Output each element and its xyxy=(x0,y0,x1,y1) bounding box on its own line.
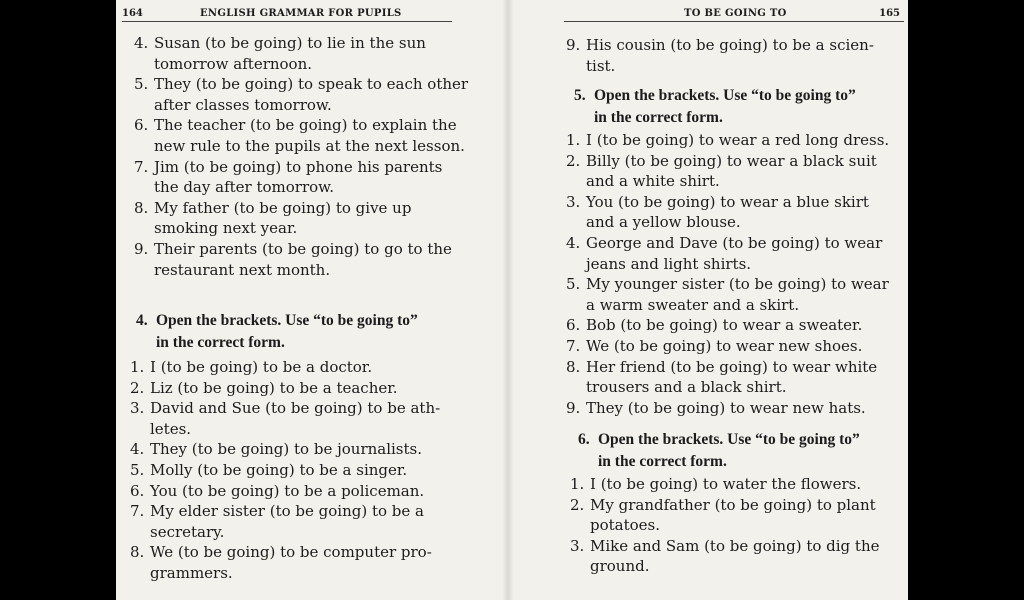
list-item: 8. We (to be going) to be computer programmers. xyxy=(130,543,432,582)
exercise-4-continued-list xyxy=(566,35,898,76)
list-item: 7. My elder sister (to be going) to be a secretary. xyxy=(130,502,424,541)
page-header xyxy=(564,3,904,22)
list-item: 4. They (to be going) to be journalists. xyxy=(130,440,422,459)
running-title: ENGLISH GRAMMAR FOR PUPILS xyxy=(200,8,402,19)
list-item: 3. Mike and Sam (to be going) to dig the ground. xyxy=(570,536,880,576)
list-item: 7. Jim (to be going) to phone his parents the day after tomorrow. xyxy=(134,157,443,197)
list-item: 4. Susan (to be going) to lie in the sun tomorrow afternoon. xyxy=(134,34,426,73)
exercise-4-list xyxy=(130,357,470,584)
list-item: 4. George and Dave (to be going) to wear jeans and light shirts. xyxy=(566,233,883,273)
page-number: 165 xyxy=(879,8,900,19)
exercise-6-list xyxy=(570,474,902,577)
list-item: 1. I (to be going) to be a doctor. xyxy=(130,358,373,376)
list-item: 5. Molly (to be going) to be a singer. xyxy=(130,460,408,479)
list-item: 8. My father (to be going) to give up smoking next year. xyxy=(134,198,412,238)
list-item: 7. We (to be going) to wear new shoes. xyxy=(566,336,863,355)
list-item: 2. My grandfather (to be going) to plant potatoes. xyxy=(570,495,876,535)
right-page xyxy=(508,0,908,600)
exercise-5-list xyxy=(566,130,898,418)
list-item: 9. They (to be going) to wear new hats. xyxy=(566,398,866,417)
list-item: 5. My younger sister (to be going) to wear a warm sweater and a skirt. xyxy=(566,275,889,314)
page-number: 164 xyxy=(122,8,143,19)
exercise-6-heading: 6. Open the brackets. Use “to be going to” in the correct form. xyxy=(578,431,860,470)
exercise-5-heading: 5. Open the brackets. Use “to be going to” in the correct form. xyxy=(574,87,856,126)
list-item: 9. His cousin (to be going) to be a scientist. xyxy=(566,36,874,75)
list-item: 9. Their parents (to be going) to go to the restaurant next month. xyxy=(134,239,452,279)
list-item: 6. You (to be going) to be a policeman. xyxy=(130,481,425,500)
list-item: 6. The teacher (to be going) to explain the new rule to the pupils at the next lesson. xyxy=(134,116,465,155)
exercise-4-heading: 4. Open the brackets. Use “to be going to” in the correct form. xyxy=(136,312,418,351)
exercise-3-continued-list xyxy=(134,33,470,280)
list-item: 6. Bob (to be going) to wear a sweater. xyxy=(566,316,863,335)
list-item: 1. I (to be going) to water the flowers. xyxy=(570,475,862,493)
open-book xyxy=(116,0,908,600)
running-title: TO BE GOING TO xyxy=(684,8,787,19)
list-item: 1. I (to be going) to wear a red long dress. xyxy=(566,131,890,149)
list-item: 3. You (to be going) to wear a blue skirt and a yellow blouse. xyxy=(566,192,869,232)
left-page xyxy=(116,0,508,600)
list-item: 8. Her friend (to be going) to wear white trousers and a black shirt. xyxy=(566,357,878,397)
list-item: 2. Liz (to be going) to be a teacher. xyxy=(130,378,398,397)
list-item: 5. They (to be going) to speak to each other after classes tomorrow. xyxy=(134,75,469,114)
page-header xyxy=(122,3,452,22)
list-item: 2. Billy (to be going) to wear a black suit and a white shirt. xyxy=(566,151,877,191)
list-item: 3. David and Sue (to be going) to be athletes. xyxy=(130,399,441,438)
